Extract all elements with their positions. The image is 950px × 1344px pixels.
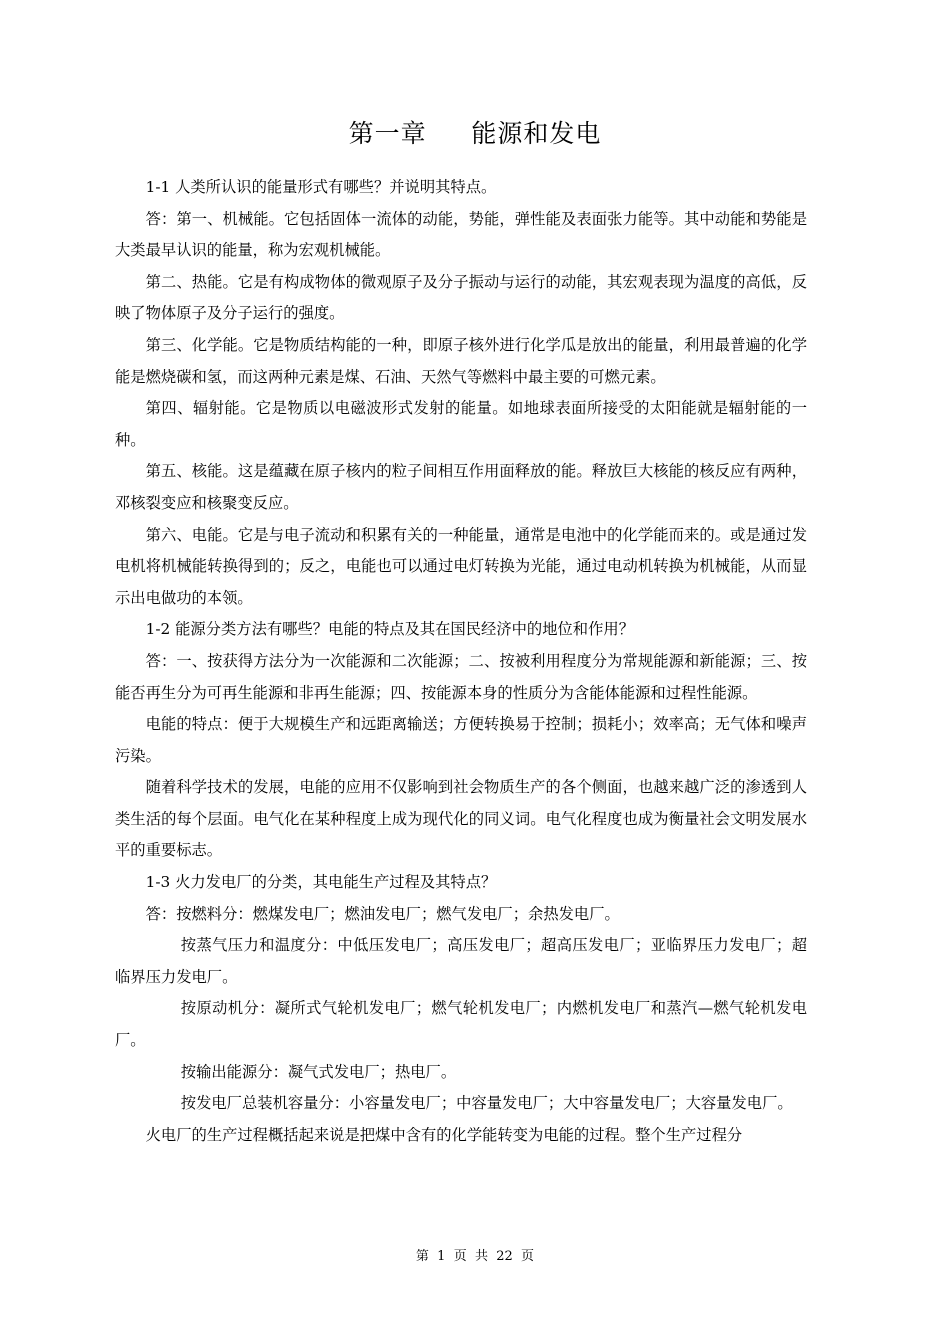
answer-paragraph: 按发电厂总装机容量分：小容量发电厂；中容量发电厂；大中容量发电厂；大容量发电厂。 xyxy=(180,1094,793,1113)
answer-paragraph: 答：第一、机械能。它包括固体一流体的动能，势能，弹性能及表面张力能等。其中动能和势能是大类最早认识的能量，称为宏观机械能。 xyxy=(115,209,807,260)
answer-paragraph: 电能的特点：便于大规模生产和远距离输送；方便转换易于控制；损耗小；效率高；无气体和噪声污染。 xyxy=(115,715,807,765)
page-footer: 第 1 页 共 22 页 xyxy=(415,1249,535,1264)
document-body xyxy=(115,172,807,1151)
answer-paragraph: 按输出能源分：凝气式发电厂；热电厂。 xyxy=(180,1062,457,1081)
answer-paragraph: 随着科学技术的发展，电能的应用不仅影响到社会物质生产的各个侧面，也越来越广泛的渗透到人类生活的每个层面。电气化在某种程度上成为现代化的同义词。电气化程度也成为衡量社会文明发展水平的重要标志。 xyxy=(115,778,807,860)
answer-paragraph: 第五、核能。这是蕴藏在原子核内的粒子间相互作用面释放的能。释放巨大核能的核反应有两种，邓核裂变应和核聚变反应。 xyxy=(115,462,807,512)
question-1-2: 1-2 能源分类方法有哪些？电能的特点及其在国民经济中的地位和作用？ xyxy=(145,620,634,639)
answer-paragraph: 按蒸气压力和温度分：中低压发电厂；高压发电厂；超高压发电厂；亚临界压力发电厂；超临界压力发电厂。 xyxy=(115,936,807,986)
question-1-3: 1-3 火力发电厂的分类，其电能生产过程及其特点？ xyxy=(145,873,497,892)
answer-paragraph: 按原动机分：凝所式气轮机发电厂；燃气轮机发电厂；内燃机发电厂和蒸汽—燃气轮机发电厂。 xyxy=(115,999,807,1050)
question-1-1: 1-1 人类所认识的能量形式有哪些？并说明其特点。 xyxy=(145,178,497,196)
answer-paragraph: 第四、辐射能。它是物质以电磁波形式发射的能量。如地球表面所接受的太阳能就是辐射能的一种。 xyxy=(115,399,807,449)
answer-paragraph: 火电厂的生产过程概括起来说是把煤中含有的化学能转变为电能的过程。整个生产过程分 xyxy=(145,1125,743,1144)
chapter-title: 第一章 能源和发电 xyxy=(348,119,602,148)
answer-paragraph: 第三、化学能。它是物质结构能的一种，即原子核外进行化学瓜是放出的能量，利用最普遍的化学能是燃烧碳和氢，而这两种元素是煤、石油、天然气等燃料中最主要的可燃元素。 xyxy=(115,335,807,386)
answer-paragraph: 答：按燃料分：燃煤发电厂；燃油发电厂；燃气发电厂；余热发电厂。 xyxy=(145,904,620,923)
answer-paragraph: 第六、电能。它是与电子流动和积累有关的一种能量，通常是电池中的化学能而来的。或是通过发电机将机械能转换得到的；反之，电能也可以通过电灯转换为光能，通过电动机转换为机械能，从而显示出电做功的本领。 xyxy=(115,525,807,607)
answer-paragraph: 第二、热能。它是有构成物体的微观原子及分子振动与运行的动能，其宏观表现为温度的高低，反映了物体原子及分子运行的强度。 xyxy=(115,272,807,323)
answer-paragraph: 答：一、按获得方法分为一次能源和二次能源；二、按被利用程度分为常规能源和新能源；三、按能否再生分为可再生能源和非再生能源；四、按能源本身的性质分为含能体能源和过程性能源。 xyxy=(115,651,807,702)
